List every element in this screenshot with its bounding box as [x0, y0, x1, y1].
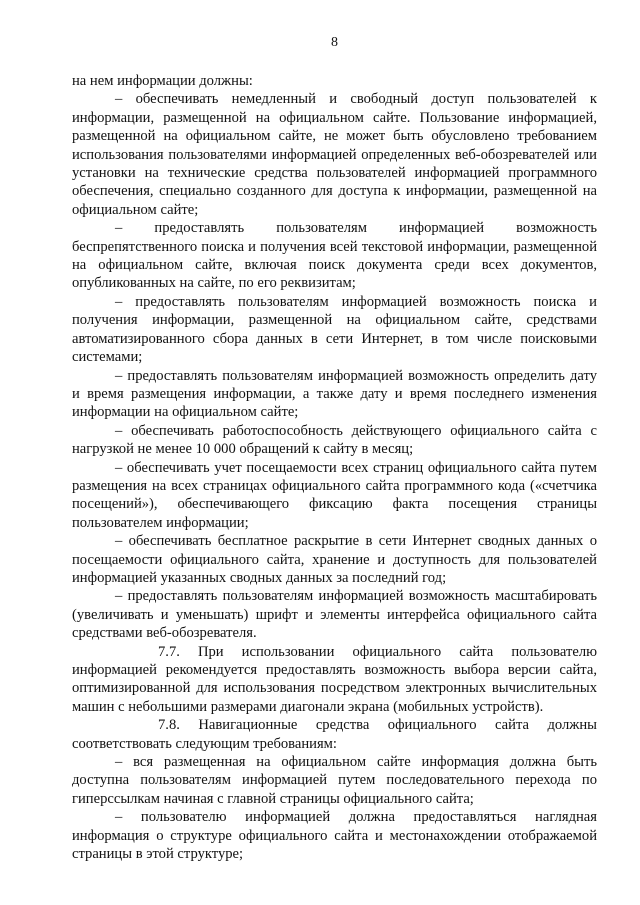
list-item: – обеспечивать бесплатное раскрытие в сети Интернет сводных данных о посещаемости официального сайта, хранение и доступность для пользователей информацией указанных сводных данных за последний год; [72, 533, 597, 586]
paragraph: на нем информации должны: [72, 73, 253, 89]
list-item: – обеспечивать немедленный и свободный доступ пользователей к информации, размещенной на официальном сайте. Пользование информацией, размещенной на официальном сайте, не может быть обусловлено требованием использования пользователями информацией определенных веб-обозревателей или установки на технические средства пользователей информацией программного обеспечения, специально созданного для доступа к информации, размещенной на официальном сайте; [72, 91, 597, 218]
list-item: – предоставлять пользователям информацией возможность определить дату и время размещения информации, а также дату и время последнего изменения информации на официальном сайте; [72, 367, 597, 421]
list-item: – обеспечивать учет посещаемости всех страниц официального сайта путем размещения на всех страницах официального сайта программного кода («счетчика посещений»), обеспечивающего фиксацию факта посещения страницы пользователем информации; [72, 459, 597, 531]
list-item: – вся размещенная на официальном сайте информация должна быть доступна пользователям информацией путем последовательного перехода по гиперссылкам начиная с главной страницы официального сайта; [72, 754, 597, 807]
clause-number: 7.8. [158, 717, 180, 734]
document-body [72, 72, 597, 863]
clause-7-7 [72, 643, 597, 717]
list-item: – предоставлять пользователям информацией возможность беспрепятственного поиска и получения всей текстовой информации, размещенной на официальном сайте, включая поиск документа среди всех документов, опубликованных на сайте, по его реквизитам; [72, 220, 597, 292]
list-item: – предоставлять пользователям информацией возможность поиска и получения информации, размещенной на официальном сайте, средствами автоматизированного сбора данных в сети Интернет, в том числе поисковыми системами; [72, 293, 597, 366]
list-item: – обеспечивать работоспособность действующего официального сайта с нагрузкой не менее 10 000 обращений к сайту в месяц; [72, 422, 597, 458]
list-item: – пользователю информацией должна предоставляться наглядная информация о структуре официального сайта и местонахождении отображаемой страницы в этой структуре; [72, 809, 597, 863]
clause-text: При использовании официального сайта пользователю информацией рекомендуется предоставлять возможность выбора версии сайта, оптимизированной для использования посредством электронных вычислительных машин с небольшими размерами диагонали экрана (мобильных устройств). [72, 643, 598, 715]
clause-7-8 [72, 716, 597, 753]
list-item: – предоставлять пользователям информацией возможность масштабировать (увеличивать и уменьшать) шрифт и элементы интерфейса официального сайта средствами веб-обозревателя. [72, 588, 597, 642]
clause-text: Навигационные средства официального сайта должны соответствовать следующим требованиям: [72, 717, 597, 752]
page-number: 8 [331, 35, 338, 50]
clause-number: 7.7. [158, 643, 180, 660]
